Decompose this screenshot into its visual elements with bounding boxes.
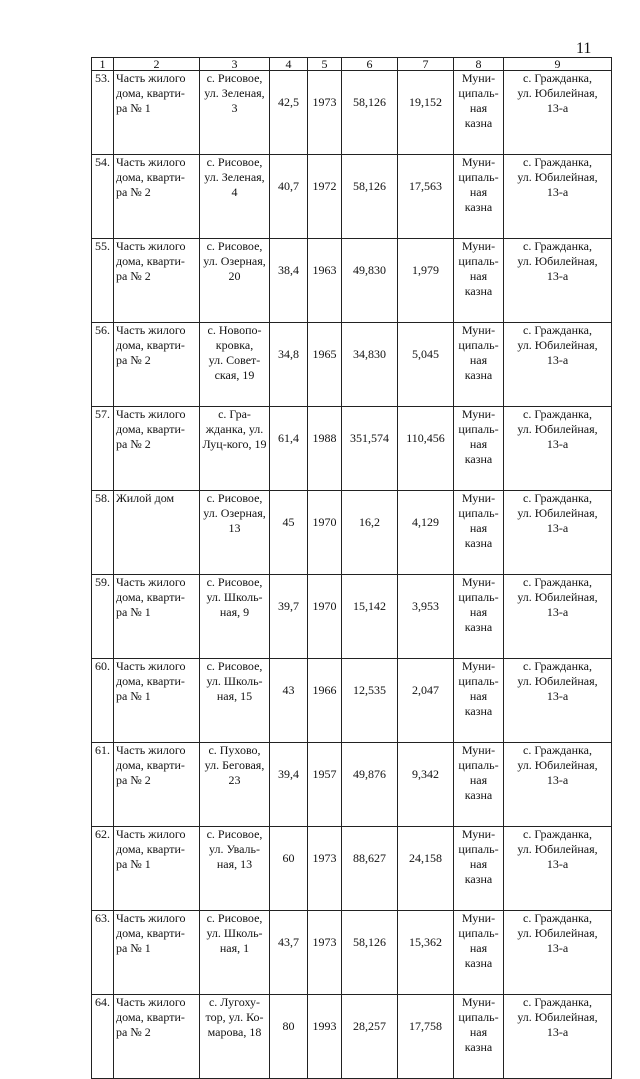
object-name: Часть жилого дома, кварти- ра № 2 xyxy=(114,239,200,323)
holder-address: с. Гражданка, ул. Юбилейная, 13-а xyxy=(504,743,612,827)
table-row xyxy=(92,827,612,911)
value-col7: 4,129 xyxy=(398,491,454,575)
object-name: Часть жилого дома, кварти- ра № 1 xyxy=(114,827,200,911)
area-value: 38,4 xyxy=(270,239,308,323)
row-number: 55. xyxy=(92,239,114,323)
year-value: 1965 xyxy=(308,323,342,407)
object-name: Часть жилого дома, кварти- ра № 1 xyxy=(114,911,200,995)
table-row xyxy=(92,71,612,155)
column-header: 9 xyxy=(504,58,612,71)
ownership-type: Муни- ципаль- ная казна xyxy=(454,575,504,659)
value-col6: 88,627 xyxy=(342,827,398,911)
value-col6: 34,830 xyxy=(342,323,398,407)
object-name: Часть жилого дома, кварти- ра № 2 xyxy=(114,323,200,407)
area-value: 39,4 xyxy=(270,743,308,827)
object-name: Часть жилого дома, кварти- ра № 2 xyxy=(114,743,200,827)
column-header: 8 xyxy=(454,58,504,71)
value-col7: 3,953 xyxy=(398,575,454,659)
holder-address: с. Гражданка, ул. Юбилейная, 13-а xyxy=(504,575,612,659)
value-col6: 49,876 xyxy=(342,743,398,827)
area-value: 61,4 xyxy=(270,407,308,491)
object-name: Часть жилого дома, кварти- ра № 2 xyxy=(114,155,200,239)
object-name: Часть жилого дома, кварти- ра № 2 xyxy=(114,995,200,1079)
ownership-type: Муни- ципаль- ная казна xyxy=(454,911,504,995)
year-value: 1970 xyxy=(308,491,342,575)
table-row xyxy=(92,911,612,995)
row-number: 58. xyxy=(92,491,114,575)
table-row xyxy=(92,575,612,659)
table-row xyxy=(92,995,612,1079)
row-number: 64. xyxy=(92,995,114,1079)
value-col6: 16,2 xyxy=(342,491,398,575)
holder-address: с. Гражданка, ул. Юбилейная, 13-а xyxy=(504,71,612,155)
table-row xyxy=(92,743,612,827)
column-header: 5 xyxy=(308,58,342,71)
value-col7: 17,563 xyxy=(398,155,454,239)
column-header: 1 xyxy=(92,58,114,71)
row-number: 53. xyxy=(92,71,114,155)
column-header: 3 xyxy=(200,58,270,71)
object-address: с. Новопо- кровка, ул. Совет- ская, 19 xyxy=(200,323,270,407)
area-value: 60 xyxy=(270,827,308,911)
value-col7: 15,362 xyxy=(398,911,454,995)
year-value: 1973 xyxy=(308,827,342,911)
column-header: 7 xyxy=(398,58,454,71)
value-col7: 2,047 xyxy=(398,659,454,743)
object-name: Жилой дом xyxy=(114,491,200,575)
row-number: 56. xyxy=(92,323,114,407)
table-row xyxy=(92,407,612,491)
table-row xyxy=(92,239,612,323)
holder-address: с. Гражданка, ул. Юбилейная, 13-а xyxy=(504,995,612,1079)
row-number: 63. xyxy=(92,911,114,995)
value-col6: 351,574 xyxy=(342,407,398,491)
holder-address: с. Гражданка, ул. Юбилейная, 13-а xyxy=(504,827,612,911)
value-col6: 12,535 xyxy=(342,659,398,743)
column-header: 2 xyxy=(114,58,200,71)
year-value: 1957 xyxy=(308,743,342,827)
value-col7: 110,456 xyxy=(398,407,454,491)
year-value: 1973 xyxy=(308,71,342,155)
ownership-type: Муни- ципаль- ная казна xyxy=(454,323,504,407)
area-value: 43,7 xyxy=(270,911,308,995)
year-value: 1963 xyxy=(308,239,342,323)
area-value: 45 xyxy=(270,491,308,575)
row-number: 54. xyxy=(92,155,114,239)
object-name: Часть жилого дома, кварти- ра № 1 xyxy=(114,575,200,659)
row-number: 57. xyxy=(92,407,114,491)
area-value: 42,5 xyxy=(270,71,308,155)
holder-address: с. Гражданка, ул. Юбилейная, 13-а xyxy=(504,491,612,575)
object-address: с. Рисовое, ул. Школь- ная, 9 xyxy=(200,575,270,659)
year-value: 1970 xyxy=(308,575,342,659)
object-address: с. Рисовое, ул. Уваль- ная, 13 xyxy=(200,827,270,911)
object-address: с. Рисовое, ул. Озерная, 13 xyxy=(200,491,270,575)
year-value: 1973 xyxy=(308,911,342,995)
row-number: 60. xyxy=(92,659,114,743)
value-col6: 58,126 xyxy=(342,71,398,155)
object-name: Часть жилого дома, кварти- ра № 1 xyxy=(114,659,200,743)
ownership-type: Муни- ципаль- ная казна xyxy=(454,491,504,575)
object-address: с. Гра- жданка, ул. Луц-кого, 19 xyxy=(200,407,270,491)
value-col6: 49,830 xyxy=(342,239,398,323)
value-col7: 9,342 xyxy=(398,743,454,827)
value-col6: 15,142 xyxy=(342,575,398,659)
object-address: с. Лугоху- тор, ул. Ко- марова, 18 xyxy=(200,995,270,1079)
object-name: Часть жилого дома, кварти- ра № 2 xyxy=(114,407,200,491)
value-col7: 5,045 xyxy=(398,323,454,407)
property-table xyxy=(91,57,612,1079)
holder-address: с. Гражданка, ул. Юбилейная, 13-а xyxy=(504,155,612,239)
area-value: 80 xyxy=(270,995,308,1079)
ownership-type: Муни- ципаль- ная казна xyxy=(454,743,504,827)
value-col7: 19,152 xyxy=(398,71,454,155)
ownership-type: Муни- ципаль- ная казна xyxy=(454,239,504,323)
object-address: с. Рисовое, ул. Школь- ная, 15 xyxy=(200,659,270,743)
ownership-type: Муни- ципаль- ная казна xyxy=(454,827,504,911)
object-address: с. Пухово, ул. Беговая, 23 xyxy=(200,743,270,827)
year-value: 1993 xyxy=(308,995,342,1079)
row-number: 62. xyxy=(92,827,114,911)
object-name: Часть жилого дома, кварти- ра № 1 xyxy=(114,71,200,155)
area-value: 40,7 xyxy=(270,155,308,239)
year-value: 1972 xyxy=(308,155,342,239)
object-address: с. Рисовое, ул. Озерная, 20 xyxy=(200,239,270,323)
value-col7: 24,158 xyxy=(398,827,454,911)
object-address: с. Рисовое, ул. Зеленая, 4 xyxy=(200,155,270,239)
column-header: 4 xyxy=(270,58,308,71)
ownership-type: Муни- ципаль- ная казна xyxy=(454,659,504,743)
ownership-type: Муни- ципаль- ная казна xyxy=(454,407,504,491)
row-number: 61. xyxy=(92,743,114,827)
holder-address: с. Гражданка, ул. Юбилейная, 13-а xyxy=(504,239,612,323)
object-address: с. Рисовое, ул. Школь- ная, 1 xyxy=(200,911,270,995)
holder-address: с. Гражданка, ул. Юбилейная, 13-а xyxy=(504,911,612,995)
table-row xyxy=(92,659,612,743)
value-col7: 17,758 xyxy=(398,995,454,1079)
area-value: 39,7 xyxy=(270,575,308,659)
value-col6: 58,126 xyxy=(342,911,398,995)
area-value: 43 xyxy=(270,659,308,743)
holder-address: с. Гражданка, ул. Юбилейная, 13-а xyxy=(504,407,612,491)
table-row xyxy=(92,323,612,407)
value-col7: 1,979 xyxy=(398,239,454,323)
column-header: 6 xyxy=(342,58,398,71)
holder-address: с. Гражданка, ул. Юбилейная, 13-а xyxy=(504,323,612,407)
year-value: 1988 xyxy=(308,407,342,491)
value-col6: 28,257 xyxy=(342,995,398,1079)
value-col6: 58,126 xyxy=(342,155,398,239)
row-number: 59. xyxy=(92,575,114,659)
table-row xyxy=(92,491,612,575)
area-value: 34,8 xyxy=(270,323,308,407)
object-address: с. Рисовое, ул. Зеленая, 3 xyxy=(200,71,270,155)
holder-address: с. Гражданка, ул. Юбилейная, 13-а xyxy=(504,659,612,743)
ownership-type: Муни- ципаль- ная казна xyxy=(454,995,504,1079)
ownership-type: Муни- ципаль- ная казна xyxy=(454,155,504,239)
page-number: 11 xyxy=(576,40,592,57)
table-row xyxy=(92,155,612,239)
year-value: 1966 xyxy=(308,659,342,743)
ownership-type: Муни- ципаль- ная казна xyxy=(454,71,504,155)
header-row xyxy=(92,58,612,71)
